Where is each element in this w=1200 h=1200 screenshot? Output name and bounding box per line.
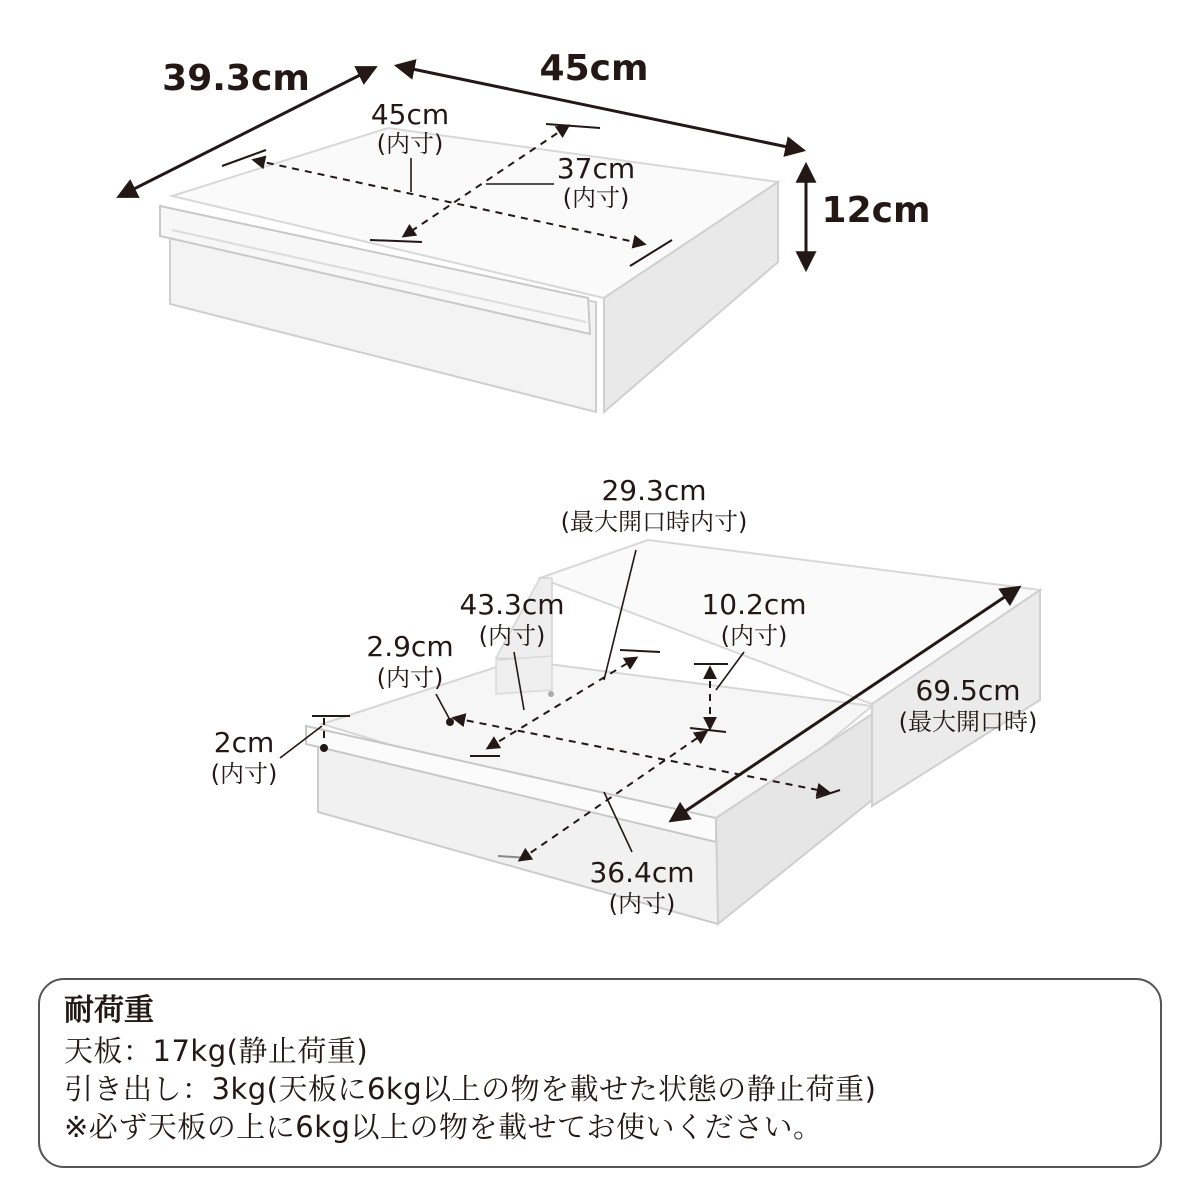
drawer-inner-width-label: 43.3cm [459, 588, 565, 621]
lip-height-label: 2.9cm [366, 630, 454, 663]
tabletop-load-line: 天板：17kg(静止荷重) [64, 1034, 369, 1068]
load-capacity-box [38, 978, 1162, 1168]
max-open-inner-label: 29.3cm [601, 474, 707, 507]
max-open-depth-note: (最大開口時) [898, 708, 1038, 736]
lip-width-label: 2cm [213, 726, 275, 759]
lip-width-note: (内寸) [210, 760, 278, 788]
outer-width-label: 45cm [539, 48, 649, 89]
usage-note-line: ※必ず天板の上に6kg以上の物を載せてお使いください。 [64, 1110, 823, 1144]
drawer-inner-depth-label: 36.4cm [589, 856, 695, 889]
inner-depth-note: (内寸) [562, 184, 630, 212]
closed-unit-illustration [160, 128, 778, 412]
drawer-inner-height-note: (内寸) [720, 622, 788, 650]
drawer-load-line: 引き出し：3kg(天板に6kg以上の物を載せた状態の静止荷重) [64, 1072, 877, 1106]
outer-depth-label: 39.3cm [162, 58, 310, 99]
max-open-depth-label: 69.5cm [915, 674, 1021, 707]
inner-depth-label: 37cm [556, 152, 636, 185]
outer-height-label: 12cm [821, 190, 931, 231]
lip-height-note: (内寸) [376, 664, 444, 692]
inner-width-note: (内寸) [376, 130, 444, 158]
load-capacity-title: 耐荷重 [64, 993, 154, 1028]
max-open-inner-note: (最大開口時内寸) [560, 508, 748, 536]
drawer-inner-depth-note: (内寸) [608, 890, 676, 918]
inner-width-label: 45cm [370, 98, 450, 131]
drawer-inner-height-label: 10.2cm [701, 588, 807, 621]
drawer-inner-width-note: (内寸) [478, 622, 546, 650]
